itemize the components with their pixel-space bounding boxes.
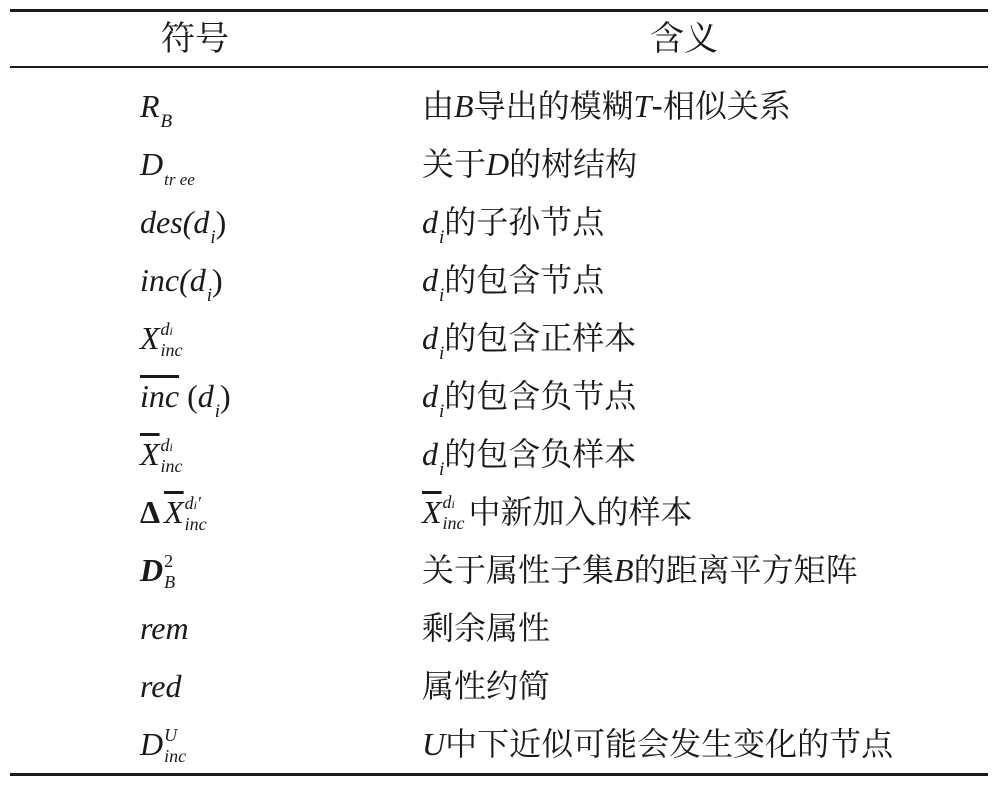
header-rule (10, 66, 988, 68)
table-row (10, 483, 988, 541)
symbol-cell (140, 715, 186, 773)
meaning-text: 的包含节点 (444, 261, 605, 299)
meaning-variable: d (422, 378, 438, 414)
symbol-superscript: di′ (184, 493, 201, 514)
table-row (10, 541, 988, 599)
table-row (10, 367, 988, 425)
symbol-subscript: inc (160, 340, 183, 361)
bottom-rule (10, 773, 988, 776)
symbol-main: D (140, 552, 164, 588)
meaning-scripts (443, 493, 465, 532)
table-row (10, 309, 988, 367)
meaning-variable: d (422, 262, 438, 298)
symbol-cell (140, 367, 231, 425)
meaning-variable: d (422, 320, 438, 356)
symbol-scripts (164, 552, 175, 591)
symbol-subscript: i (210, 227, 216, 248)
table-row (10, 657, 988, 715)
meaning-variable: B (454, 88, 474, 124)
meaning-subscript: i (439, 343, 445, 364)
meaning-text: 中下近似可能会发生变化的节点 (445, 725, 894, 763)
meaning-variable: $\overline{X}$ (422, 494, 442, 530)
symbol-superscript: 2 (164, 551, 174, 572)
meaning-cell (422, 251, 604, 309)
meaning-variable: d (422, 204, 438, 240)
symbol-paren: ) (212, 262, 223, 298)
symbol-paren: ( (179, 378, 198, 414)
symbol-superscript: di (160, 319, 173, 340)
meaning-text: 剩余属性 (422, 609, 551, 647)
meaning-text: 导出的模糊 (473, 87, 634, 125)
symbol-main: red (140, 668, 182, 704)
delta-symbol: Δ (140, 494, 161, 530)
meaning-cell (422, 657, 550, 715)
symbol-function: des( (140, 204, 194, 240)
symbol-paren: ) (215, 204, 227, 240)
meaning-subscript: i (439, 401, 445, 422)
symbol-scripts (164, 726, 186, 765)
table-row (10, 251, 988, 309)
meaning-cell (422, 715, 893, 773)
symbol-overlined: $\overline{inc}$ (140, 378, 180, 414)
symbol-cell (140, 425, 183, 483)
symbol-superscript: U (164, 725, 178, 746)
symbol-subscript: B (164, 572, 176, 593)
meaning-subscript: i (439, 285, 445, 306)
meaning-text: 的包含负样本 (444, 435, 637, 473)
meaning-text: 关于属性子集 (422, 551, 615, 589)
meaning-text: 关于 (422, 145, 487, 183)
table-row (10, 599, 988, 657)
table-row (10, 715, 988, 773)
symbol-subscript: tr ee (164, 170, 195, 189)
meaning-cell (422, 77, 791, 135)
header-symbol: 符号 (161, 19, 229, 59)
symbol-subscript: inc (184, 514, 207, 535)
symbol-main: d (189, 262, 206, 298)
meaning-text: -相似关系 (651, 87, 791, 125)
symbol-subscript: B (160, 111, 173, 132)
meaning-variable: D (486, 146, 510, 182)
meaning-subscript: i (439, 227, 445, 248)
meaning-text: 属性约简 (422, 667, 551, 705)
meaning-variable: d (422, 436, 438, 472)
meaning-cell (422, 541, 858, 599)
meaning-variable: B (614, 552, 634, 588)
symbol-cell (140, 193, 226, 251)
symbol-main: $\overline{X}$ (164, 494, 184, 530)
symbol-scripts (185, 494, 207, 533)
meaning-text: 的距离平方矩阵 (633, 551, 858, 589)
symbol-subscript: inc (164, 746, 187, 767)
symbol-cell (140, 135, 195, 193)
symbol-cell (140, 657, 181, 715)
meaning-variable: U (422, 726, 446, 762)
meaning-text: 由 (422, 87, 455, 125)
symbol-subscript: inc (160, 456, 183, 477)
meaning-text: 的树结构 (509, 145, 638, 183)
symbol-cell (140, 309, 183, 367)
table-row (10, 425, 988, 483)
symbol-function: inc( (140, 262, 190, 298)
meaning-cell (422, 367, 636, 425)
meaning-cell (422, 599, 550, 657)
symbol-cell (140, 599, 189, 657)
table-row (10, 135, 988, 193)
symbol-cell (140, 541, 175, 599)
meaning-text: 中新加入的样本 (468, 493, 693, 531)
symbol-paren: ) (220, 378, 231, 414)
symbol-main: D (140, 146, 164, 182)
meaning-subscript: i (439, 459, 445, 480)
symbol-main: rem (140, 610, 189, 646)
meaning-text: 的包含正样本 (444, 319, 637, 357)
meaning-superscript: di (442, 491, 455, 512)
symbol-main: d (197, 378, 214, 414)
symbol-cell (140, 77, 172, 135)
symbol-cell (140, 483, 207, 541)
meaning-cell (422, 193, 604, 251)
symbol-scripts (161, 320, 183, 359)
symbol-main: X (140, 320, 160, 356)
meaning-cell (422, 309, 636, 367)
meaning-variable: T (633, 88, 652, 124)
symbol-subscript: i (206, 285, 213, 306)
table-row (10, 77, 988, 135)
meaning-cell (422, 425, 636, 483)
table-row (10, 193, 988, 251)
meaning-subscript: inc (442, 512, 465, 533)
symbol-main: R (140, 88, 160, 124)
symbol-scripts (161, 436, 183, 475)
meaning-text: 的包含负节点 (444, 377, 637, 415)
symbol-subscript: i (214, 401, 221, 422)
symbol-main: $\overline{X}$ (140, 436, 160, 472)
symbol-main: D (140, 726, 164, 762)
meaning-text: 的子孙节点 (444, 203, 605, 241)
meaning-cell (422, 135, 637, 193)
symbol-main: d (193, 204, 210, 240)
meaning-cell (422, 483, 693, 541)
header-meaning: 含义 (650, 19, 718, 59)
symbol-cell (140, 251, 223, 309)
symbol-superscript: di (160, 435, 173, 456)
